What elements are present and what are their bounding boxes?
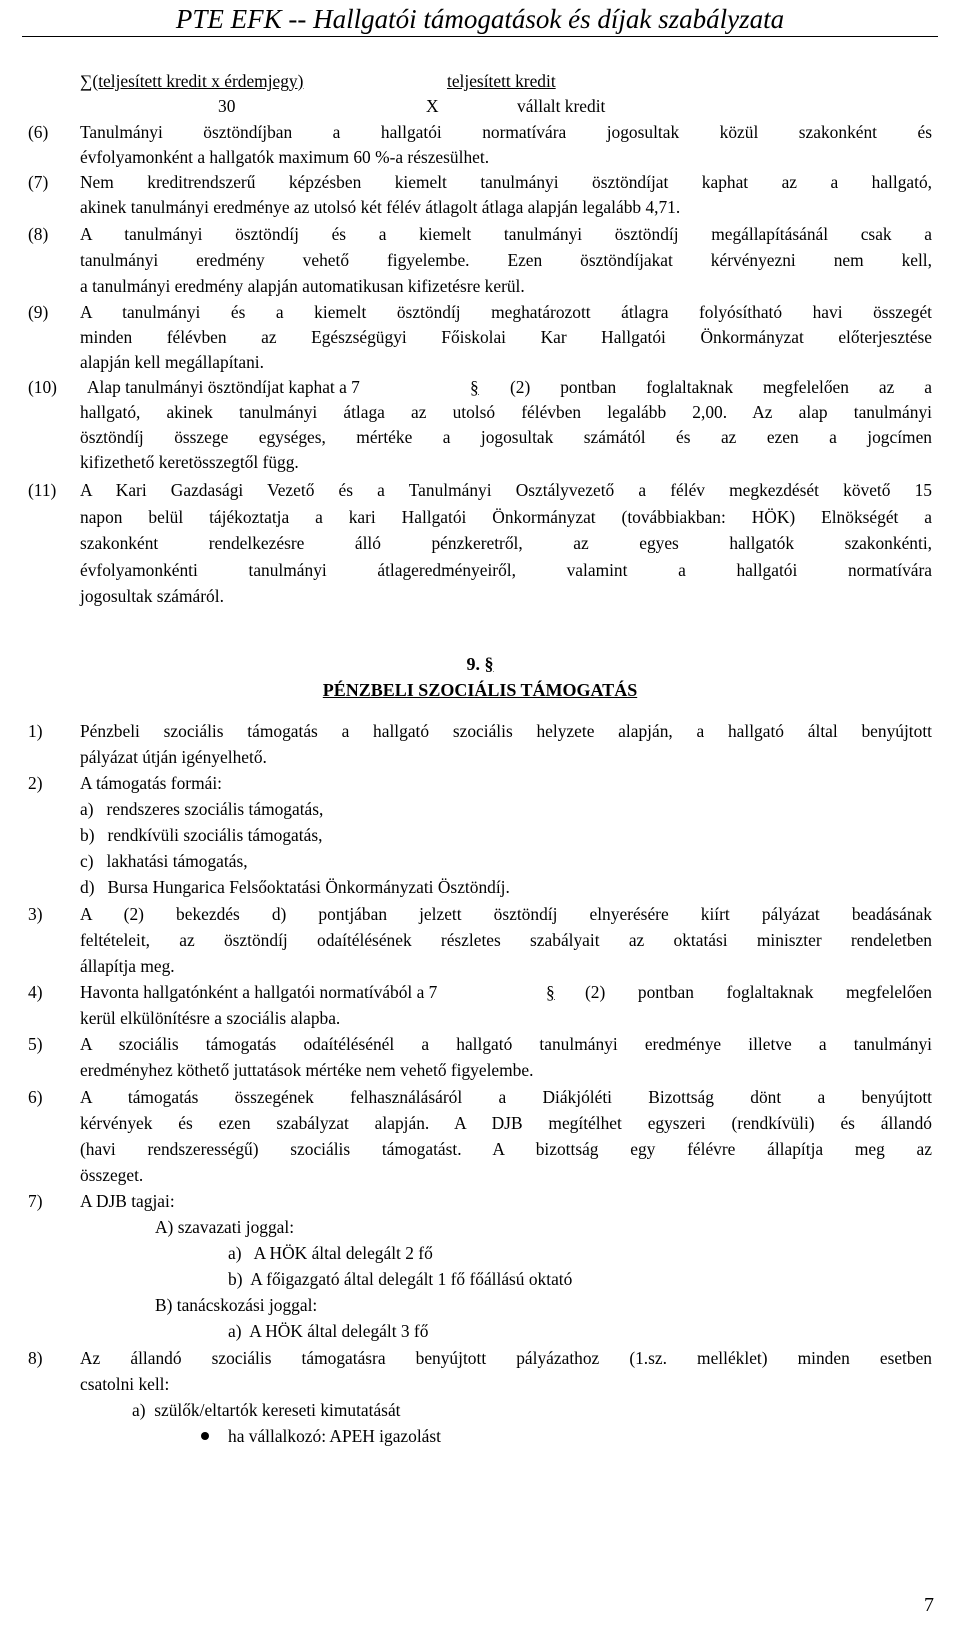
section-sign: §	[470, 377, 479, 397]
paragraph-line: minden félévben az Egészségügyi Főiskolai Kar Hallgatói Önkormányzat előterjesztése	[80, 327, 932, 347]
paragraph-line: napon belül tájékoztatja a kari Hallgatói Önkormányzat (továbbiakban: HÖK) Elnökségét a	[80, 507, 932, 527]
formula-denominator: 30	[218, 96, 236, 116]
list-line: összeget.	[80, 1165, 144, 1185]
sub-list-item: d) Bursa Hungarica Felsőoktatási Önkormányzati Ösztöndíj.	[80, 877, 510, 897]
paragraph-number: (8)	[28, 224, 49, 244]
list-line: Pénzbeli szociális támogatás a hallgató szociális helyzete alapján, a hallgató által benyújtott	[80, 721, 932, 741]
paragraph-number: (10)	[28, 377, 57, 397]
paragraph-line: A tanulmányi és a kiemelt ösztöndíj meghatározott átlagra folyósítható havi összegét	[80, 302, 932, 322]
formula-credit-top: teljesített kredit	[447, 71, 556, 91]
list-line: A szociális támogatás odaítélésénél a hallgató tanulmányi eredménye illetve a tanulmányi	[80, 1034, 932, 1054]
paragraph-number: (9)	[28, 302, 49, 322]
list-number: 2)	[28, 773, 43, 793]
section-title: PÉNZBELI SZOCIÁLIS TÁMOGATÁS	[322, 680, 638, 700]
sub-list-item: c) lakhatási támogatás,	[80, 851, 248, 871]
list-number: 6)	[28, 1087, 43, 1107]
sub-list-item: a) szülők/eltartók kereseti kimutatását	[132, 1400, 401, 1420]
paragraph-line: évfolyamonként a hallgatók maximum 60 %-a részesülhet.	[80, 147, 490, 167]
paragraph-line: tanulmányi eredmény vehető figyelembe. Ezen ösztöndíjakat kérvényezni nem kell,	[80, 250, 932, 270]
list-line: pályázat útján igényelhető.	[80, 747, 267, 767]
list-line: eredményhez köthető juttatások mértéke nem vehető figyelembe.	[80, 1060, 534, 1080]
paragraph-line: A tanulmányi ösztöndíj és a kiemelt tanulmányi ösztöndíj megállapításánál csak a	[80, 224, 932, 244]
paragraph-line: szakonként rendelkezésre álló pénzkeretről, az egyes hallgatók szakonkénti,	[80, 533, 932, 553]
list-line: A (2) bekezdés d) pontjában jelzett ösztöndíj elnyerésére kiírt pályázat beadásának	[80, 904, 932, 924]
list-line: (2) pontban foglaltaknak megfelelően	[585, 982, 932, 1002]
list-number: 4)	[28, 982, 43, 1002]
formula-multiply: X	[426, 96, 439, 116]
paragraph-line: kifizethető keretösszegtől függ.	[80, 452, 299, 472]
sub-list-item: b) rendkívüli szociális támogatás,	[80, 825, 323, 845]
bullet-item: ha vállalkozó: APEH igazolást	[228, 1426, 441, 1446]
list-line: (havi rendszerességű) szociális támogatást. A bizottság egy félévre állapítja meg az	[80, 1139, 932, 1159]
paragraph-line: alapján kell megállapítani.	[80, 352, 264, 372]
sub-list-heading: A) szavazati joggal:	[155, 1217, 295, 1237]
paragraph-line: akinek tanulmányi eredménye az utolsó két félév átlagolt átlaga alapján legalább 4,71.	[80, 197, 681, 217]
section-number	[0, 651, 960, 677]
sub-list-heading: B) tanácskozási joggal:	[155, 1295, 318, 1315]
list-line: A támogatás összegének felhasználásáról a Diákjóléti Bizottság dönt a benyújtott	[80, 1087, 932, 1107]
sub-list-item: a) rendszeres szociális támogatás,	[80, 799, 324, 819]
paragraph-number: (11)	[28, 480, 57, 500]
paragraph-line: (2) pontban foglaltaknak megfelelően az a	[510, 377, 932, 397]
list-number: 5)	[28, 1034, 43, 1054]
paragraph-line: jogosultak számáról.	[80, 586, 224, 606]
sub-list-item: b) A főigazgató által delegált 1 fő főállású oktató	[228, 1269, 573, 1289]
paragraph-number: (6)	[28, 122, 49, 142]
list-number: 7)	[28, 1191, 43, 1211]
paragraph-line: Alap tanulmányi ösztöndíjat kaphat a 7	[87, 377, 360, 397]
page-header: PTE EFK -- Hallgatói támogatások és díjak szabályzata	[22, 2, 938, 37]
list-line: Havonta hallgatónként a hallgatói normatívából a 7	[80, 982, 438, 1002]
list-number: 1)	[28, 721, 43, 741]
paragraph-line: Tanulmányi ösztöndíjban a hallgatói normatívára jogosultak közül szakonként és	[80, 122, 932, 142]
list-line: kérvények és ezen szabályzat alapján. A DJB megítélhet egyszeri (rendkívüli) és állandó	[80, 1113, 932, 1133]
bullet-icon	[201, 1432, 209, 1440]
list-line: állapítja meg.	[80, 956, 175, 976]
list-line: A DJB tagjai:	[80, 1191, 175, 1211]
list-line: feltételeit, az ösztöndíj odaítélésének részletes szabályait az oktatási miniszter rendeletben	[80, 930, 932, 950]
list-number: 3)	[28, 904, 43, 924]
sub-list-item: a) A HÖK által delegált 3 fő	[228, 1321, 429, 1341]
formula-numerator: ∑(teljesített kredit x érdemjegy)	[80, 71, 304, 91]
paragraph-number: (7)	[28, 172, 49, 192]
list-line: csatolni kell:	[80, 1374, 170, 1394]
paragraph-line: a tanulmányi eredmény alapján automatikusan kifizetésre kerül.	[80, 276, 525, 296]
list-line: Az állandó szociális támogatásra benyújtott pályázathoz (1.sz. melléklet) minden esetben	[80, 1348, 932, 1368]
section-sign: §	[484, 654, 494, 674]
paragraph-line: A Kari Gazdasági Vezető és a Tanulmányi Osztályvezető a félév megkezdését követő 15	[80, 480, 932, 500]
paragraph-line: évfolyamonkénti tanulmányi átlageredményeiről, valamint a hallgatói normatívára	[80, 560, 932, 580]
list-line: kerül elkülönítésre a szociális alapba.	[80, 1008, 341, 1028]
paragraph-line: hallgató, akinek tanulmányi átlaga az utolsó félévben legalább 2,00. Az alap tanulmányi	[80, 402, 932, 422]
formula-credit-bottom: vállalt kredit	[517, 96, 606, 116]
page-number: 7	[924, 1594, 934, 1616]
section-number-text: 9.	[466, 654, 480, 674]
list-number: 8)	[28, 1348, 43, 1368]
list-line: A támogatás formái:	[80, 773, 222, 793]
paragraph-line: Nem kreditrendszerű képzésben kiemelt tanulmányi ösztöndíjat kaphat az a hallgató,	[80, 172, 932, 192]
sub-list-item: a) A HÖK által delegált 2 fő	[228, 1243, 433, 1263]
section-sign: §	[546, 982, 555, 1002]
paragraph-line: ösztöndíj összege egységes, mértéke a jogosultak számától és az ezen a jogcímen	[80, 427, 932, 447]
